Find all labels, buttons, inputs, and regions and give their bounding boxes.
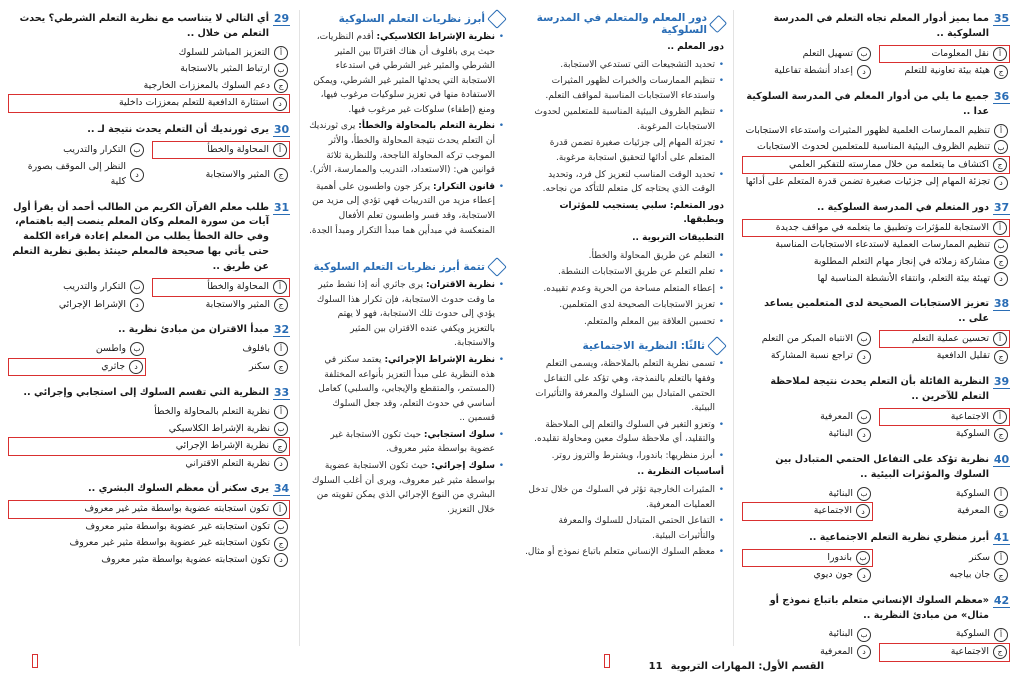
option-letter: أ — [994, 124, 1008, 138]
question-head — [742, 12, 1010, 42]
option-text: هيئة بيئة تعاونية للتعلم — [904, 65, 990, 77]
option-letter: أ — [273, 502, 287, 516]
question-number: 32 — [273, 323, 290, 337]
option[interactable] — [742, 643, 873, 662]
option-letter: د — [857, 645, 871, 659]
note-head: نظرية الاقتران: — [425, 280, 495, 291]
question-number: 40 — [993, 452, 1010, 466]
option-letter: ب — [130, 143, 144, 157]
option-letter: ج — [994, 350, 1008, 364]
note-bullet: • تحديد الوقت المناسب لتعزيز كل فرد، وتحديد الوقت الذي يحتاجه كل متعلم للتأكد من نجاحه. — [524, 168, 724, 197]
answer-option[interactable] — [8, 500, 290, 519]
question — [8, 386, 290, 472]
answer-option[interactable] — [152, 141, 290, 160]
option[interactable] — [742, 63, 873, 80]
question-head — [742, 594, 1010, 624]
option-letter: ج — [993, 645, 1007, 659]
option[interactable] — [742, 567, 873, 584]
option-text: البنائية — [828, 628, 853, 640]
footer-text: القسم الأول: المهارات التربوية — [670, 661, 824, 672]
notes-learner-head: دور المتعلم: سلبي يستجيب للمؤثرات ويطبقها. — [559, 200, 724, 226]
question-number: 31 — [273, 200, 290, 214]
note-head: نظرية الإشراط الإجرائي: — [384, 354, 495, 365]
options — [742, 219, 1010, 287]
option-text: مشاركة زملائه في إنجاز مهام التعلم المطلوبة — [813, 255, 990, 267]
option-letter: ج — [274, 298, 288, 312]
option[interactable] — [8, 404, 290, 421]
option-text: ارتباط المثير بالاستجابة — [180, 63, 270, 75]
option-text: الإشراط الإجرائي — [58, 298, 126, 310]
option-text: التكرار والتدريب — [63, 143, 126, 155]
option-letter: أ — [993, 221, 1007, 235]
note-bullet: • إعطاء المتعلم مساحة من الحرية وعدم تقييده. — [524, 282, 724, 297]
question-text: نظرية تؤكد على التفاعل الحتمي المتبادل بين السلوك والمؤثرات البيئية .. — [775, 453, 989, 480]
note-item — [308, 353, 504, 426]
option-text: دعم السلوك بالمعززات الخارجية — [143, 79, 270, 91]
question — [742, 594, 1010, 662]
note-bullet: • تحسين العلاقة بين المعلم والمتعلم. — [524, 315, 724, 330]
question-head — [8, 323, 290, 338]
option-text: التعزيز المباشر للسلوك — [178, 46, 270, 58]
question — [742, 453, 1010, 521]
option-letter: د — [857, 428, 871, 442]
option-text: المحاولة والخطأ — [207, 143, 269, 155]
note-head: قانون التكرار: — [433, 181, 495, 192]
right-questions-column — [742, 12, 1010, 672]
answer-option[interactable] — [742, 502, 873, 521]
option-letter: ب — [994, 239, 1008, 253]
option[interactable] — [152, 341, 290, 358]
option-letter: أ — [273, 143, 287, 157]
answer-option[interactable] — [8, 358, 146, 377]
column-divider — [733, 10, 734, 646]
option[interactable] — [8, 45, 290, 62]
note-bullet: • تنظيم الظروف البيئية المناسبة للمتعلمين لحدوث الاستجابات المرغوبة. — [524, 105, 724, 134]
question-text: جميع ما يلي من أدوار المعلم في المدرسة السلوكية عدا .. — [746, 90, 989, 117]
note-bullet: • التفاعل الحتمي المتبادل للسلوك والمعرفة والتأثيرات البيئية. — [524, 514, 724, 543]
left-notes-title: أبرز نظريات التعلم السلوكية — [308, 12, 504, 26]
option-text: نظرية التعلم الاقتراني — [185, 457, 270, 469]
page-marker — [604, 653, 610, 672]
option-text: المحاولة والخطأ — [207, 280, 269, 292]
question-number: 36 — [993, 89, 1010, 103]
option-letter: د — [130, 298, 144, 312]
options — [742, 330, 1010, 365]
question — [742, 90, 1010, 191]
option-text: المعرفية — [957, 505, 990, 517]
note-item — [308, 30, 504, 117]
option-text: تهيئة بيئة التعلم، وانتقاء الأنشطة المناسبة لها — [817, 272, 990, 284]
option-text: البنائية — [828, 428, 853, 440]
page-number: 11 — [648, 661, 663, 672]
note-bullet: • تجزئة المهام إلى جزئيات صغيرة تضمن قدرة المتعلم على أدائها لتحقيق استجابة مرغوبة. — [524, 136, 724, 165]
option[interactable] — [8, 519, 290, 536]
option[interactable] — [742, 254, 1010, 271]
left-notes2-title: تتمة أبرز نظريات التعلم السلوكية — [308, 260, 504, 274]
option[interactable] — [879, 426, 1010, 443]
option-letter: د — [129, 360, 143, 374]
note-bullet: • تعزيز الاستجابات الصحيحة لدى المتعلمين. — [524, 298, 724, 313]
note-text: يرى جاثري أنه إذا نشط مثير ما وقت حدوث الاستجابة، فإن تكرار هذا السلوك يؤدي إلى حدوث تلك الاستجابة، فهو لا يهتم بالتعزيز ويكفي عنده الاقتران بين المثير والاستجابة. — [316, 280, 495, 349]
option-text: تراجع نسبة المشاركة — [770, 350, 853, 362]
option[interactable] — [8, 297, 146, 314]
option[interactable] — [742, 123, 1010, 140]
option-letter: أ — [274, 46, 288, 60]
note-text: يرى ثورنديك أن التعلم يحدث نتيجة المحاولة والخطأ، والأثر الموجب تركه المحاولة الناجحة، وللنظرية ثلاثة قوانين هي: (الاستعداد، التدريب والممارسة، الأثر). — [309, 121, 495, 176]
note-text: أقدم النظريات، حيث يرى بافلوف أن هناك اقترانًا بين المثير الشرطي والمثير غير الشرطي في استدعاء الاستجابة التي يحدثها المثير غير الشرطي، ويمكن الاستفادة منها في تعزيز سلوكيات مرغوب فيها، ومنع (إطفاء) سلوكات غير مرغوب فيها. — [313, 32, 495, 115]
option-text: النظر إلى الموقف بصورة كلية — [27, 161, 126, 188]
question-text: طلب معلم القرآن الكريم من الطالب أحمد أن يقرأ أول آيات من سورة المعلم وكان المعلم ينصت إليه باهتمام، وفي حالة الخطأ يطلب من المعلم إعادة قراءة الكلمة حتى يأتي بها صحيحة فالمعلم حينئذ يطبق نظرية التعلم عن طريق .. — [12, 201, 269, 273]
option-text: تنظيم الممارسات العملية لاستدعاء الاستجابات المناسبة — [775, 239, 990, 251]
question-head — [742, 453, 1010, 483]
question-number: 29 — [273, 12, 290, 25]
option-letter: د — [857, 568, 871, 582]
notes-apps-head: التطبيقات التربوية .. — [632, 232, 724, 243]
option-text: تكون استجابته غير عضوية بواسطة مثير معروف — [85, 520, 270, 532]
option[interactable] — [879, 63, 1010, 80]
option-letter: أ — [993, 332, 1007, 346]
option-letter: ج — [993, 158, 1007, 172]
options — [742, 408, 1010, 443]
option-text: المعرفية — [820, 646, 853, 658]
option-letter: أ — [993, 47, 1007, 61]
question-number: 34 — [273, 482, 290, 496]
option-letter: د — [274, 553, 288, 567]
left-questions-column — [8, 12, 290, 578]
diamond-icon — [487, 9, 507, 29]
option-letter: د — [857, 350, 871, 364]
option[interactable] — [879, 567, 1010, 584]
question-head — [8, 12, 290, 42]
answer-option[interactable] — [879, 408, 1010, 427]
note-text: حيث تكون الاستجابة عضوية بواسطة مثير غير معروف، ويرى أن أغلب السلوك البشري من النوع الإجرائي الذي يمكن تقويته من خلال التعزيز. — [311, 461, 495, 515]
question — [742, 375, 1010, 443]
option[interactable] — [742, 271, 1010, 288]
diamond-icon — [487, 257, 507, 277]
right-notes-column — [524, 12, 724, 562]
option-text: جون ديوي — [813, 569, 853, 581]
question-head — [8, 386, 290, 401]
option-letter: ج — [994, 428, 1008, 442]
question-text: تعزيز الاستجابات الصحيحة لدى المتعلمين يساعد على .. — [764, 298, 989, 324]
option-text: الانتباه المبكر من التعلم — [761, 332, 853, 344]
question-head — [742, 201, 1010, 216]
question — [8, 201, 290, 313]
question-text: النظرية التي تقسم السلوك إلى استجابي وإجرائي .. — [23, 387, 269, 399]
option-text: المعرفية — [820, 410, 853, 422]
option-text: الاجتماعية — [950, 410, 989, 422]
option-letter: ب — [274, 63, 288, 77]
option[interactable] — [8, 421, 290, 438]
option-text: المثير والاستجابة — [205, 168, 270, 180]
note-head: نظرية الإشراط الكلاسيكي: — [376, 32, 495, 42]
answer-option[interactable] — [879, 45, 1010, 64]
option-letter: أ — [274, 405, 288, 419]
option-text: جاثري — [101, 360, 125, 372]
option-text: تجزئة المهام إلى جزئيات صغيرة تضمن قدرة المتعلم على أدائها — [745, 176, 990, 188]
option[interactable] — [879, 348, 1010, 365]
page-footer — [649, 661, 824, 672]
question — [8, 12, 290, 113]
option-text: نظرية الإشراط الإجرائي — [175, 440, 269, 452]
option-text: التكرار والتدريب — [63, 280, 126, 292]
question-number: 41 — [993, 530, 1010, 544]
option-text: جان بياجيه — [949, 569, 990, 581]
option[interactable] — [742, 408, 873, 427]
option[interactable] — [8, 552, 290, 569]
note-text: حيث تكون الاستجابة غير عضوية بواسطة مثير معروف. — [330, 429, 495, 455]
note-head: سلوك استجابي: — [423, 429, 495, 440]
note-item — [308, 119, 504, 177]
note-bullet: • تنظيم الممارسات والخبرات لظهور المثيرات واستدعاء الاستجابات المناسبة لمواقف التعلم. — [524, 74, 724, 103]
notes2-basics-head: أساسيات النظرية .. — [637, 467, 724, 478]
question-head — [742, 531, 1010, 546]
question-number: 30 — [273, 123, 290, 137]
question-head — [742, 90, 1010, 120]
option[interactable] — [742, 348, 873, 365]
option-letter: ج — [273, 439, 287, 453]
option-text: سكنر — [968, 551, 990, 563]
option-text: البنائية — [828, 487, 853, 499]
note-item — [308, 278, 504, 351]
question — [8, 482, 290, 568]
option[interactable] — [8, 341, 146, 358]
question-head — [8, 482, 290, 497]
option-letter: ج — [994, 255, 1008, 269]
note-bullet: • تسمى نظرية التعلم بالملاحظة، ويسمى التعلم وفقها بالتعلم بالنمذجة، وهي تؤكد على التفاعل الحتمي المتبادل بين السلوك والمعرفة والتأثيرات البيئية. — [524, 357, 724, 415]
option[interactable] — [742, 237, 1010, 254]
option-letter: ب — [857, 332, 871, 346]
note-item — [308, 459, 504, 517]
options — [742, 486, 1010, 521]
question-head — [742, 375, 1010, 405]
notes-teacher-head: دور المعلم .. — [667, 42, 724, 52]
option-letter: أ — [274, 342, 288, 356]
option[interactable] — [879, 486, 1010, 503]
question-number: 39 — [993, 374, 1010, 388]
option-text: باندورا — [827, 551, 852, 563]
option-text: واطسن — [95, 342, 126, 354]
option[interactable] — [152, 297, 290, 314]
option[interactable] — [742, 426, 873, 443]
option-letter: ب — [857, 487, 871, 501]
option[interactable] — [8, 278, 146, 297]
note-head: نظرية التعلم بالمحاولة والخطأ: — [358, 121, 495, 132]
options — [8, 404, 290, 472]
notes-title: دور المعلم والمتعلم في المدرسة السلوكية — [524, 12, 724, 36]
pen-icon — [709, 15, 727, 33]
question-number: 37 — [993, 200, 1010, 214]
question-text: يرى سكنر أن معظم السلوك البشري .. — [88, 483, 269, 495]
option-text: المثير والاستجابة — [205, 298, 270, 310]
question-head — [8, 123, 290, 138]
option-text: تنظيم الظروف البيئية المناسبة للمتعلمين لحدوث الاستجابات — [757, 141, 990, 153]
option-text: نظرية الإشراط الكلاسيكي — [168, 422, 270, 434]
option[interactable] — [8, 456, 290, 473]
option[interactable] — [742, 330, 873, 349]
note-text: يركز جون واطسون على أهمية إعطاء مزيد من التدريبات فهي تؤدي إلى مزيد من الاستجابة، وقد فسر واطسون تعلم الأفعال المنعكسة في مبدأين هما مبدأ التكرار ومبدأ الجدة. — [309, 181, 495, 236]
option[interactable] — [152, 159, 290, 190]
question — [742, 12, 1010, 80]
question — [742, 297, 1010, 365]
question-number: 35 — [993, 12, 1010, 25]
note-bullet: • تحديد التشجيعات التي تستدعي الاستجابة. — [524, 58, 724, 73]
option-letter: د — [856, 504, 870, 518]
option-letter: د — [857, 65, 871, 79]
answer-option[interactable] — [152, 278, 290, 297]
options — [8, 141, 290, 191]
note-bullet: • المثيرات الخارجية تؤثر في السلوك من خلال تدخل العمليات المعرفية. — [524, 483, 724, 512]
notes2-title: ثالثًا: النظرية الاجتماعية — [524, 339, 724, 353]
option-letter: ج — [274, 168, 288, 182]
note-item — [308, 428, 504, 457]
option-text: السلوكية — [955, 428, 990, 440]
option-text: السلوكية — [955, 628, 990, 640]
page-marker — [32, 653, 38, 672]
answer-option[interactable] — [742, 549, 873, 568]
option-text: الاستجابة للمؤثرات وتطبيق ما يتعلمه في مواقف جديدة — [775, 221, 989, 233]
note-bullet: • التعلم عن طريق المحاولة والخطأ. — [524, 249, 724, 264]
options — [742, 626, 1010, 661]
option[interactable] — [742, 626, 873, 643]
answer-option[interactable] — [742, 219, 1010, 238]
option[interactable] — [879, 549, 1010, 568]
option-letter: ب — [994, 140, 1008, 154]
answer-option[interactable] — [8, 437, 290, 456]
option-text: إعداد أنشطة تفاعلية — [774, 65, 853, 77]
option[interactable] — [879, 502, 1010, 521]
note-bullet: • أبرز منظريها: باندورا، ويشترط والتروز روتر. — [524, 449, 724, 464]
option-text: تسهيل التعلم — [802, 47, 853, 59]
option-letter: أ — [994, 487, 1008, 501]
option-text: اكتشاف ما يتعلمه من خلال ممارسته للتفكير العلمي — [788, 158, 989, 170]
option-text: السلوكية — [955, 487, 990, 499]
option-letter: ب — [130, 342, 144, 356]
options — [8, 45, 290, 113]
option-text: تحسين عملية التعلم — [911, 332, 989, 344]
question-number: 38 — [993, 297, 1010, 311]
option-letter: ج — [994, 568, 1008, 582]
options — [742, 45, 1010, 80]
question-number: 42 — [993, 593, 1010, 607]
option[interactable] — [879, 626, 1010, 643]
option-letter: ب — [274, 422, 288, 436]
option-letter: ب — [857, 47, 871, 61]
option-text: نظرية التعلم بالمحاولة والخطأ — [154, 405, 270, 417]
option-text: تنظيم الممارسات العلمية لظهور المثيرات واستدعاء الاستجابات — [745, 124, 990, 136]
answer-option[interactable] — [742, 156, 1010, 175]
question — [8, 323, 290, 376]
question-head — [8, 201, 290, 275]
option-text: تكون استجابته عضوية بواسطة مثير غير معروف — [84, 503, 269, 515]
note-bullet: • تعلم التعلم عن طريق الاستجابات النشطة. — [524, 265, 724, 280]
question-number: 33 — [273, 386, 290, 400]
diamond-icon — [707, 337, 727, 357]
column-divider — [299, 10, 300, 646]
option-text: بافلوف — [242, 342, 270, 354]
question-text: دور المتعلم في المدرسة السلوكية .. — [816, 201, 989, 213]
option-letter: ب — [274, 520, 288, 534]
option-letter: ب — [856, 551, 870, 565]
note-text: يعتمد سكنر في هذه النظرية على مبدأ التعزيز بأنواعه المختلفة (المستمر، والمتقطع والإيجابي، والسلبي) كعامل أساسي في حدوث التعلم، وقد جعل السلوك قسمين .. — [318, 354, 495, 424]
question-text: يرى ثورنديك أن التعلم يحدث نتيجة لـ .. — [87, 124, 269, 136]
question-head — [742, 297, 1010, 327]
question-text: أي التالي لا يتناسب مع نظرية التعلم الشرطي؟ يحدث التعلم من خلال .. — [19, 13, 269, 39]
option[interactable] — [8, 141, 146, 160]
option-letter: أ — [993, 410, 1007, 424]
right-page — [512, 0, 1024, 686]
note-bullet: • وتعزو التغير في السلوك والتعلم إلى الملاحظة والتقليد، أي ملاحظة سلوك معين ومحاولة تقليده. — [524, 418, 724, 447]
option[interactable] — [8, 535, 290, 552]
question — [742, 531, 1010, 584]
answer-option[interactable] — [879, 643, 1010, 662]
option-letter: ج — [274, 360, 288, 374]
note-item — [308, 180, 504, 238]
question — [742, 201, 1010, 287]
question — [8, 123, 290, 191]
option[interactable] — [8, 159, 146, 190]
options — [8, 278, 290, 313]
option-letter: أ — [273, 280, 287, 294]
option-text: سكنر — [248, 360, 270, 372]
option-letter: ج — [994, 504, 1008, 518]
option[interactable] — [742, 139, 1010, 156]
option-letter: د — [130, 168, 144, 182]
question-text: مما يميز أدوار المعلم تجاه التعلم في المدرسة السلوكية .. — [773, 13, 989, 39]
option-letter: ج — [274, 537, 288, 551]
option[interactable] — [8, 61, 290, 78]
option-text: تكون استجابته عضوية بواسطة مثير معروف — [101, 553, 270, 565]
option[interactable] — [742, 486, 873, 503]
option-text: تكون استجابته غير عضوية بواسطة مثير غير معروف — [69, 537, 270, 549]
option-letter: أ — [994, 551, 1008, 565]
question-text: «معظم السلوك الإنساني متعلم باتباع نموذج أو مثال» من مبادئ النظرية .. — [769, 594, 989, 621]
option-letter: ب — [857, 628, 871, 642]
option-letter: ب — [857, 410, 871, 424]
answer-option[interactable] — [879, 330, 1010, 349]
question-text: أبرز منظري نظرية التعلم الاجتماعية .. — [809, 531, 989, 543]
options — [742, 549, 1010, 584]
option-letter: ج — [994, 65, 1008, 79]
question-text: مبدأ الاقتران من مبادئ نظرية .. — [118, 324, 269, 336]
note-bullet: • معظم السلوك الإنساني متعلم باتباع نموذج أو مثال. — [524, 545, 724, 560]
option-text: تقليل الدافعية — [936, 350, 990, 362]
answer-option[interactable] — [8, 94, 290, 113]
options — [742, 123, 1010, 191]
option[interactable] — [152, 358, 290, 377]
note-head: سلوك إجرائي: — [431, 461, 495, 472]
option-letter: أ — [994, 628, 1008, 642]
option[interactable] — [8, 78, 290, 95]
options — [8, 500, 290, 568]
option-letter: د — [994, 272, 1008, 286]
option[interactable] — [742, 45, 873, 64]
question-text: النظرية القائلة بأن التعلم يحدث نتيجة لملاحظة التعلم للآخرين .. — [770, 375, 989, 402]
option-text: الاجتماعية — [813, 505, 852, 517]
options — [8, 341, 290, 376]
option[interactable] — [742, 174, 1010, 191]
left-notes-column — [308, 12, 504, 519]
option-letter: ج — [274, 79, 288, 93]
option-text: نقل المعلومات — [931, 47, 989, 59]
option-letter: د — [994, 176, 1008, 190]
option-letter: د — [273, 97, 287, 111]
option-text: الاجتماعية — [950, 646, 989, 658]
option-text: استثارة الدافعية للتعلم بمعززات داخلية — [118, 97, 269, 109]
option-letter: د — [274, 457, 288, 471]
option-letter: ب — [130, 280, 144, 294]
